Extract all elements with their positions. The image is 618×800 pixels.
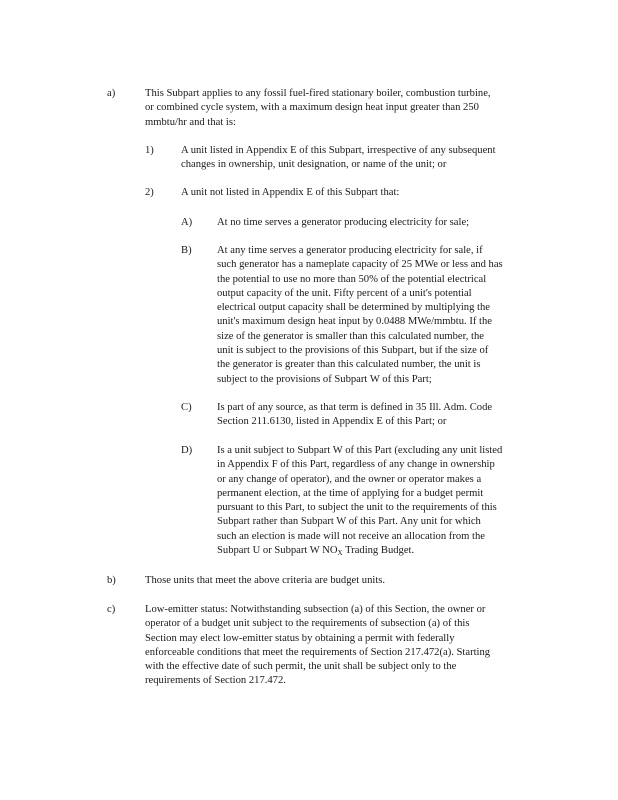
- item-text-a2A: [217, 216, 537, 230]
- text-line: Those units that meet the above criteria are budget units.: [145, 575, 386, 586]
- item-label-a2D: D): [181, 445, 193, 456]
- text-line: Section 211.6130, listed in Appendix E of this Part; or: [217, 416, 447, 428]
- text-fragment: Trading Budget.: [342, 545, 415, 557]
- text-line: Is a unit subject to Subpart W of this Part (excluding any unit listed: [217, 445, 503, 456]
- subscript-x: X: [337, 549, 343, 558]
- text-line: the potential to use no more than 50% of the potential electrical: [217, 273, 487, 285]
- text-line: output capacity of the unit. Fifty percent of a unit's potential: [217, 287, 472, 299]
- item-label-c: c): [107, 604, 116, 615]
- text-line: At no time serves a generator producing electricity for sale;: [217, 217, 470, 228]
- text-line: Low-emitter status: Notwithstanding subsection (a) of this Section, the owner or: [145, 604, 486, 615]
- item-label-a2A: A): [181, 217, 193, 228]
- text-line: unit is subject to the provisions of this Subpart, but if the size of: [217, 345, 489, 357]
- text-line: changes in ownership, unit designation, or name of the unit; or: [181, 159, 447, 171]
- item-text-b: [145, 574, 535, 588]
- text-line: electrical output capacity shall be determined by multiplying the: [217, 302, 490, 314]
- item-text-a1: [181, 144, 533, 173]
- text-line: Is part of any source, as that term is defined in 35 Ill. Adm. Code: [217, 402, 493, 413]
- text-line: A unit listed in Appendix E of this Subpart, irrespective of any subsequent: [181, 145, 496, 156]
- item-label-a2B: B): [181, 245, 192, 256]
- text-line: operator of a budget unit subject to the requirements of subsection (a) of this: [145, 618, 470, 630]
- text-line: permanent election, at the time of applying for a budget permit: [217, 487, 484, 499]
- text-line: enforceable conditions that meet the requirements of Section 217.472(a). Starting: [145, 646, 491, 658]
- text-line: A unit not listed in Appendix E of this Subpart that:: [181, 187, 400, 198]
- item-label-a2C: C): [181, 402, 192, 413]
- text-line: such an election is made will not receive an allocation from the: [217, 530, 485, 542]
- text-line: or any change of operator), and the owner or operator makes a: [217, 473, 482, 485]
- item-text-c: [145, 603, 535, 689]
- item-text-a2C: [217, 401, 543, 430]
- item-label-a1: 1): [145, 145, 154, 156]
- text-line: subject to the provisions of Subpart W of this Part;: [217, 373, 432, 385]
- text-line: pursuant to this Part, to subject the unit to the requirements of this: [217, 502, 497, 514]
- text-line: Subpart rather than Subpart W of this Part. Any unit for which: [217, 516, 481, 528]
- item-label-a2: 2): [145, 187, 154, 198]
- text-line: such generator has a nameplate capacity of 25 MWe or less and has: [217, 259, 503, 271]
- text-line: or combined cycle system, with a maximum design heat input greater than 250: [145, 102, 479, 114]
- text-line: the generator is greater than this calculated number, the unit is: [217, 359, 481, 371]
- text-line: Section may elect low-emitter status by obtaining a permit with federally: [145, 632, 455, 644]
- text-line: At any time serves a generator producing electricity for sale, if: [217, 245, 483, 256]
- item-label-a: a): [107, 88, 116, 99]
- item-text-a2B: [217, 244, 543, 387]
- item-text-a: [145, 87, 531, 130]
- text-line: size of the generator is smaller than this calculated number, the: [217, 330, 484, 342]
- item-text-a2: [181, 186, 533, 200]
- text-fragment: Subpart U or Subpart W NO: [217, 545, 338, 557]
- text-line-last: [217, 544, 543, 558]
- text-line: requirements of Section 217.472.: [145, 675, 286, 687]
- text-line: mmbtu/hr and that is:: [145, 116, 236, 128]
- text-line: This Subpart applies to any fossil fuel-fired stationary boiler, combustion turbine,: [145, 88, 491, 99]
- text-line: unit's maximum design heat input by 0.0488 MWe/mmbtu. If the: [217, 316, 492, 328]
- item-label-b: b): [107, 575, 116, 586]
- item-text-a2D: [217, 444, 543, 558]
- text-line: in Appendix F of this Part, regardless of any change in ownership: [217, 459, 495, 471]
- text-line: with the effective date of such permit, the unit shall be subject only to the: [145, 661, 457, 673]
